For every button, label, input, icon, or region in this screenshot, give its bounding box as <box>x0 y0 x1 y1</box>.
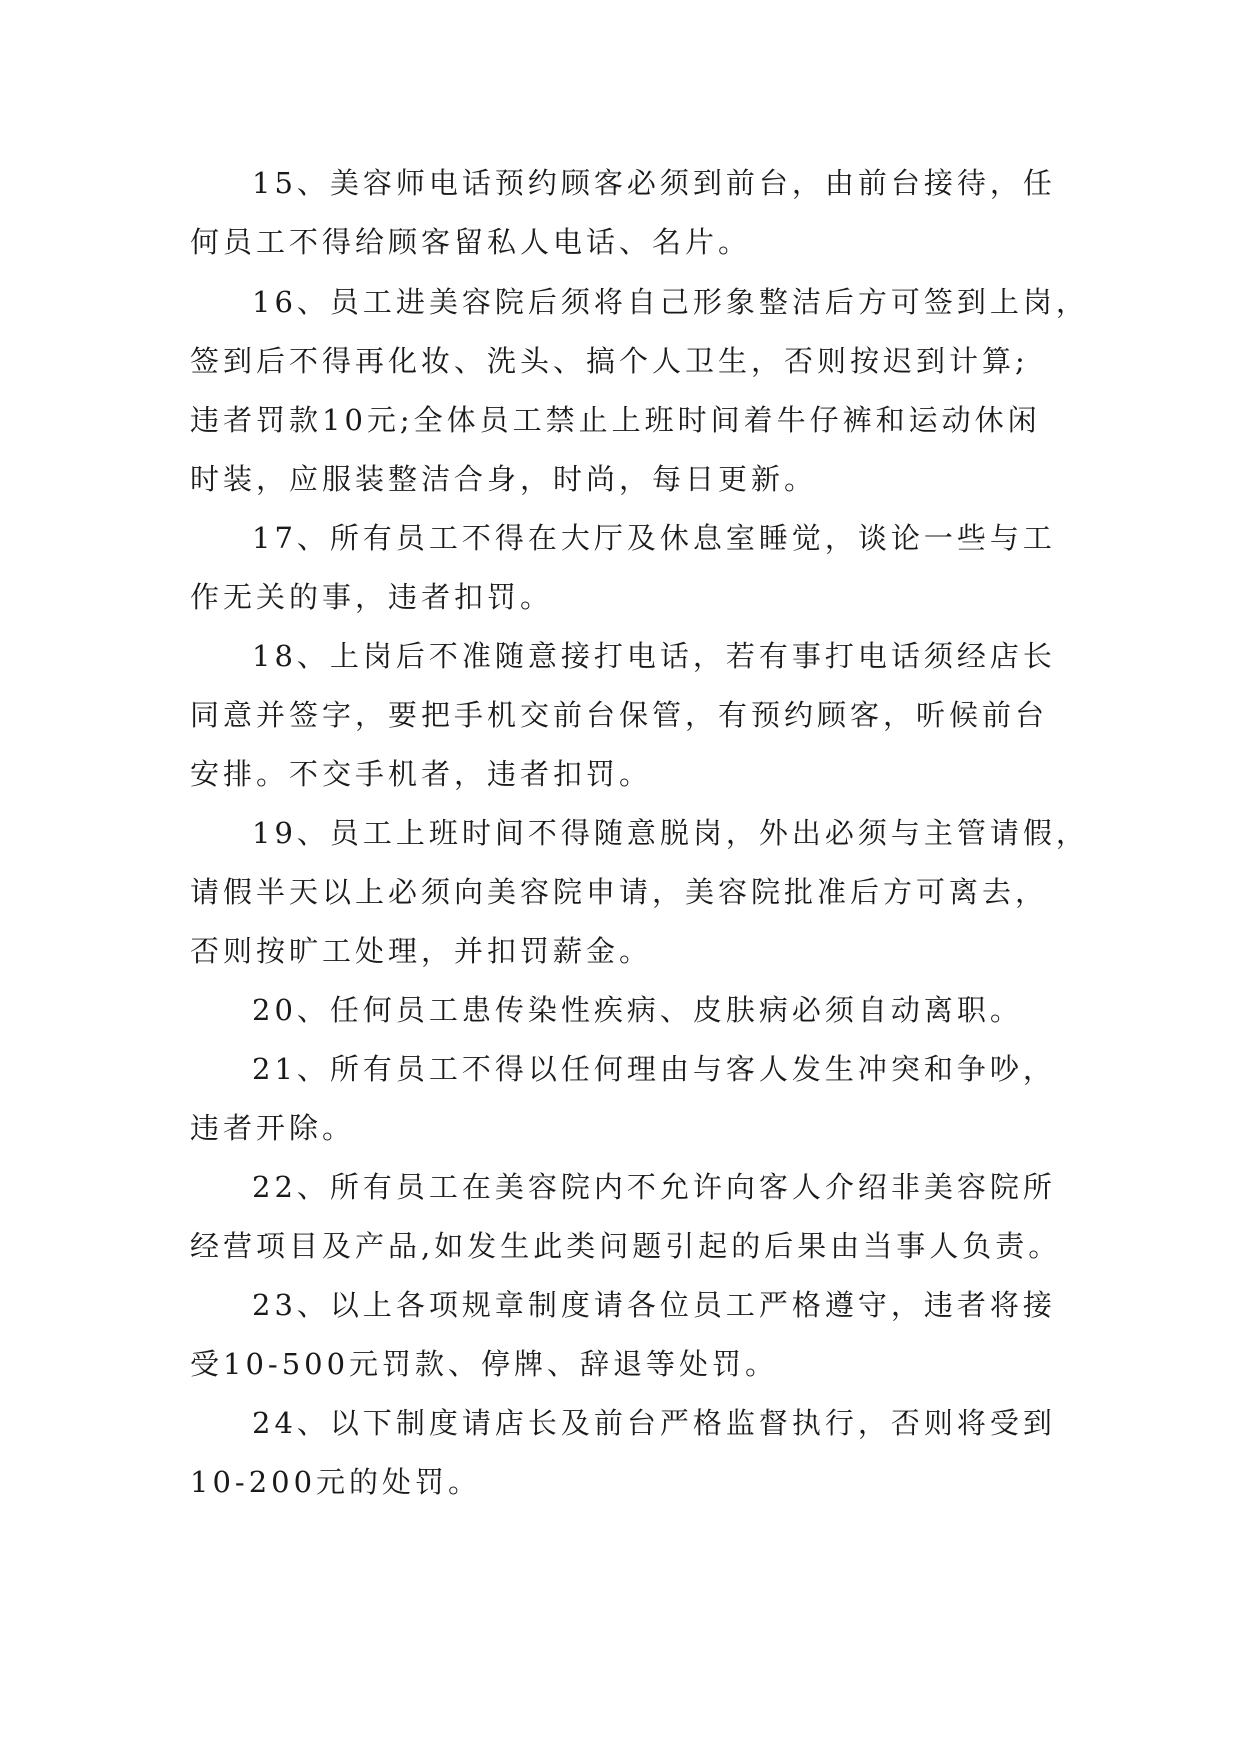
paragraph-23-line-2: 受10-500元罚款、停牌、辞退等处罚。 <box>190 1347 779 1381</box>
paragraph-20-line-1: 20、任何员工患传染性疾病、皮肤病必须自动离职。 <box>252 993 1023 1027</box>
paragraph-17-line-1: 17、所有员工不得在大厅及休息室睡觉，谈论一些与工 <box>252 521 1056 555</box>
paragraph-18-line-1: 18、上岗后不准随意接打电话，若有事打电话须经店长 <box>252 639 1056 673</box>
paragraph-21-line-1: 21、所有员工不得以任何理由与客人发生冲突和争吵， <box>252 1052 1056 1086</box>
paragraph-16-line-3: 违者罚款10元;全体员工禁止上班时间着牛仔裤和运动休闲 <box>190 403 1041 437</box>
paragraph-18-line-3: 安排。不交手机者，违者扣罚。 <box>190 757 653 791</box>
paragraph-18-line-2: 同意并签字，要把手机交前台保管，有预约顾客，听候前台 <box>190 698 1049 732</box>
paragraph-22-line-2: 经营项目及产品,如发生此类问题引起的后果由当事人负责。 <box>190 1229 1062 1263</box>
paragraph-17-line-2: 作无关的事，违者扣罚。 <box>190 580 554 614</box>
paragraph-19-line-3: 否则按旷工处理，并扣罚薪金。 <box>190 934 653 968</box>
paragraph-21-line-2: 违者开除。 <box>190 1111 356 1145</box>
paragraph-16-line-1: 16、员工进美容院后须将自己形象整洁后方可签到上岗， <box>252 285 1089 319</box>
paragraph-19-line-2: 请假半天以上必须向美容院申请，美容院批准后方可离去， <box>190 875 1049 909</box>
paragraph-15-line-1: 15、美容师电话预约顾客必须到前台，由前台接待，任 <box>252 166 1056 200</box>
paragraph-16-line-4: 时装，应服装整洁合身，时尚，每日更新。 <box>190 462 818 496</box>
paragraph-16-line-2: 签到后不得再化妆、洗头、搞个人卫生，否则按迟到计算; <box>190 344 1029 378</box>
paragraph-19-line-1: 19、员工上班时间不得随意脱岗，外出必须与主管请假， <box>252 816 1089 850</box>
paragraph-24-line-2: 10-200元的处罚。 <box>190 1465 482 1499</box>
paragraph-23-line-1: 23、以上各项规章制度请各位员工严格遵守，违者将接 <box>252 1288 1056 1322</box>
paragraph-15-line-2: 何员工不得给顾客留私人电话、名片。 <box>190 225 752 259</box>
paragraph-22-line-1: 22、所有员工在美容院内不允许向客人介绍非美容院所 <box>252 1170 1056 1204</box>
paragraph-24-line-1: 24、以下制度请店长及前台严格监督执行，否则将受到 <box>252 1406 1056 1440</box>
